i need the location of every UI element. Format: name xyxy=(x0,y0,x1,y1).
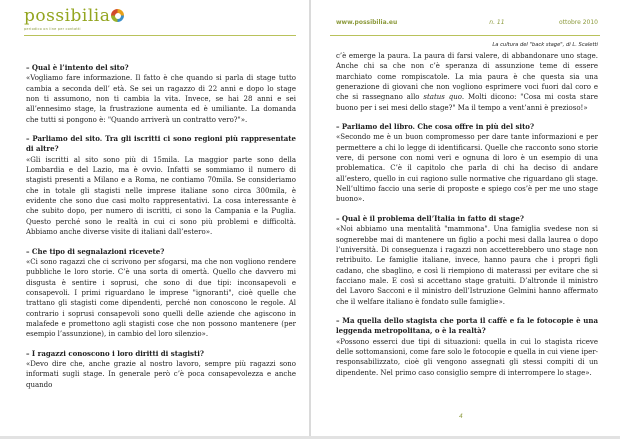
logo-circle-icon xyxy=(111,9,124,22)
right-column-text xyxy=(336,51,598,378)
emphasis: status quo xyxy=(423,93,462,102)
page-spine xyxy=(309,0,311,439)
interview-question: – I ragazzi conoscono i loro diritti di stagisti? xyxy=(26,348,204,358)
logo-tagline: periodico on line per contatti xyxy=(24,27,81,31)
interview-question: – Che tipo di segnalazioni ricevete? xyxy=(26,246,165,256)
header-rule-left xyxy=(24,35,296,36)
left-column-text xyxy=(26,63,296,390)
interview-answer: «Devo dire che, anche grazie al nostro lavoro, sempre più ragazzi sono informati sugli stage. In generale però c’è poca consapevolezza e anche quando xyxy=(26,359,296,389)
site-url[interactable]: www.possibilia.eu xyxy=(336,19,398,26)
header-rule-right xyxy=(330,35,600,36)
interview-answer: «Possono esserci due tipi di situazioni: quella in cui lo stagista riceve delle sottomansioni, come fare solo le fotocopie e quella in cui viene iper-responsabilizzato, cioè gli vengono assegnati gli stessi compiti di un dipendente. Nel primo caso consiglio sempre di interrompere lo stage». xyxy=(336,337,598,377)
logo-text: possibilia xyxy=(24,6,111,26)
page-number: 4 xyxy=(459,413,463,420)
interview-question: – Qual è l’intento del sito? xyxy=(26,63,129,72)
interview-answer: «Noi abbiamo una mentalità "mammona". Una famiglia svedese non si sognerebbe mai di mantenere un figlio a pochi mesi dalla laurea o dopo l’università. Di conseguenza i ragazzi non accetterebbero uno stage non retribuito. Le famiglie italiane, invece, hanno paura che i propri figli cadano, che sbaglino, e così li riempiono di materassi per evitare che si facciano male. E così si accettano stage gratuiti. D’altronde il ministro del Lavoro Sacconi e il ministro dell’Istruzione Gelmini hanno affermato che il welfare italiano è fondato sulle famiglie». xyxy=(336,225,598,306)
interview-answer: «Vogliamo fare informazione. Il fatto è che quando si parla di stage tutto cambia a seconda dell’ età. Se sei un ragazzo di 22 anni e dopo lo stage non ti assumono, non ti cambia la vita. Invece, se hai 28 anni e sei all’ennesimo stage, la frustrazione aumenta ed è umiliante. La domanda che tutti si pongono è: "Quando arriverà un contratto vero?"». xyxy=(26,74,296,124)
interview-question: – Parliamo del libro. Che cosa offre in più del sito? xyxy=(336,122,535,132)
interview-answer: «Secondo me è un buon compromesso per dare tante informazioni e per permettere a chi lo legge di identificarsi. Quelle che racconto sono storie vere, di persone con nomi veri e ognuna di loro è un esempio di una problematica. C’è il capitolo che parla di chi ha deciso di andare all’estero, quello in cui ragiono sulle normative che riguardano gli stage. Nell’ultimo faccio una serie di proposte e spiego cos’è per me uno stage buono». xyxy=(336,133,598,204)
issue-number: n. 11 xyxy=(489,19,505,26)
interview-question: – Parliamo del sito. Tra gli iscritti ci sono regioni più rappresentate di altre? xyxy=(26,134,296,154)
running-header xyxy=(336,19,598,26)
interview-answer: c’è emerge la paura. La paura di farsi valere, di abbandonare uno stage. Anche chi sa che non c’è speranza di assunzione teme di essere marchiato come rompiscatole. La mia paura è che questa sia una generazione di giovani che non vogliono esprimere voci fuori dal coro e che si rassegnano allo status quo. Molti dicono: "Cosa mi costa stare buono per i sei mesi dello stage?" Ma il tempo a vent’anni è prezioso!» xyxy=(336,52,599,112)
interview-question: – Qual è il problema dell’Italia in fatto di stage? xyxy=(336,213,524,223)
interview-answer: «Gli iscritti al sito sono più di 15mila. La maggior parte sono della Lombardia e del Lazio, ma è ovvio. Infatti se sommiamo il numero di stagisti presenti a Milano e a Roma, ne contiamo 70mila. Se consideriamo che in totale gli stagisti nelle imprese italiane sono circa 300mila, è evidente che sono due casi molto rappresentativi. La cosa interessante è che subito dopo, per numero di iscritti, ci sono la Campania e la Puglia. Questo perché sono le realtà in cui ci sono più problemi e difficoltà. Abbiamo anche diverse visite di italiani dall’estero». xyxy=(26,155,296,237)
article-rubric: La cultura del "back stage", di L. Scaletti xyxy=(492,42,598,48)
interview-answer: «Ci sono ragazzi che ci scrivono per sfogarsi, ma che non vogliono rendere pubbliche le loro storie. C’è una sorta di omertà. Quello che davvero mi disgusta è sentire i soprusi, che sono di due tipi: inconsapevoli e consapevoli. I primi riguardano le imprese "ignoranti", cioè quelle che trattano gli stagisti come dipendenti, perché non conoscono le regole. Al contrario i soprusi consapevoli sono quelli delle aziende che agiscono in malafede e promettono agli stagisti cose che non possono mantenere (per esempio l’assunzione), in cambio del loro silenzio». xyxy=(26,257,296,339)
interview-question: – Ma quella dello stagista che porta il caffè e fa le fotocopie è una leggenda metropolitana, o è la realtà? xyxy=(336,315,598,336)
possibilia-logo[interactable] xyxy=(24,8,124,25)
issue-date: ottobre 2010 xyxy=(558,19,598,26)
